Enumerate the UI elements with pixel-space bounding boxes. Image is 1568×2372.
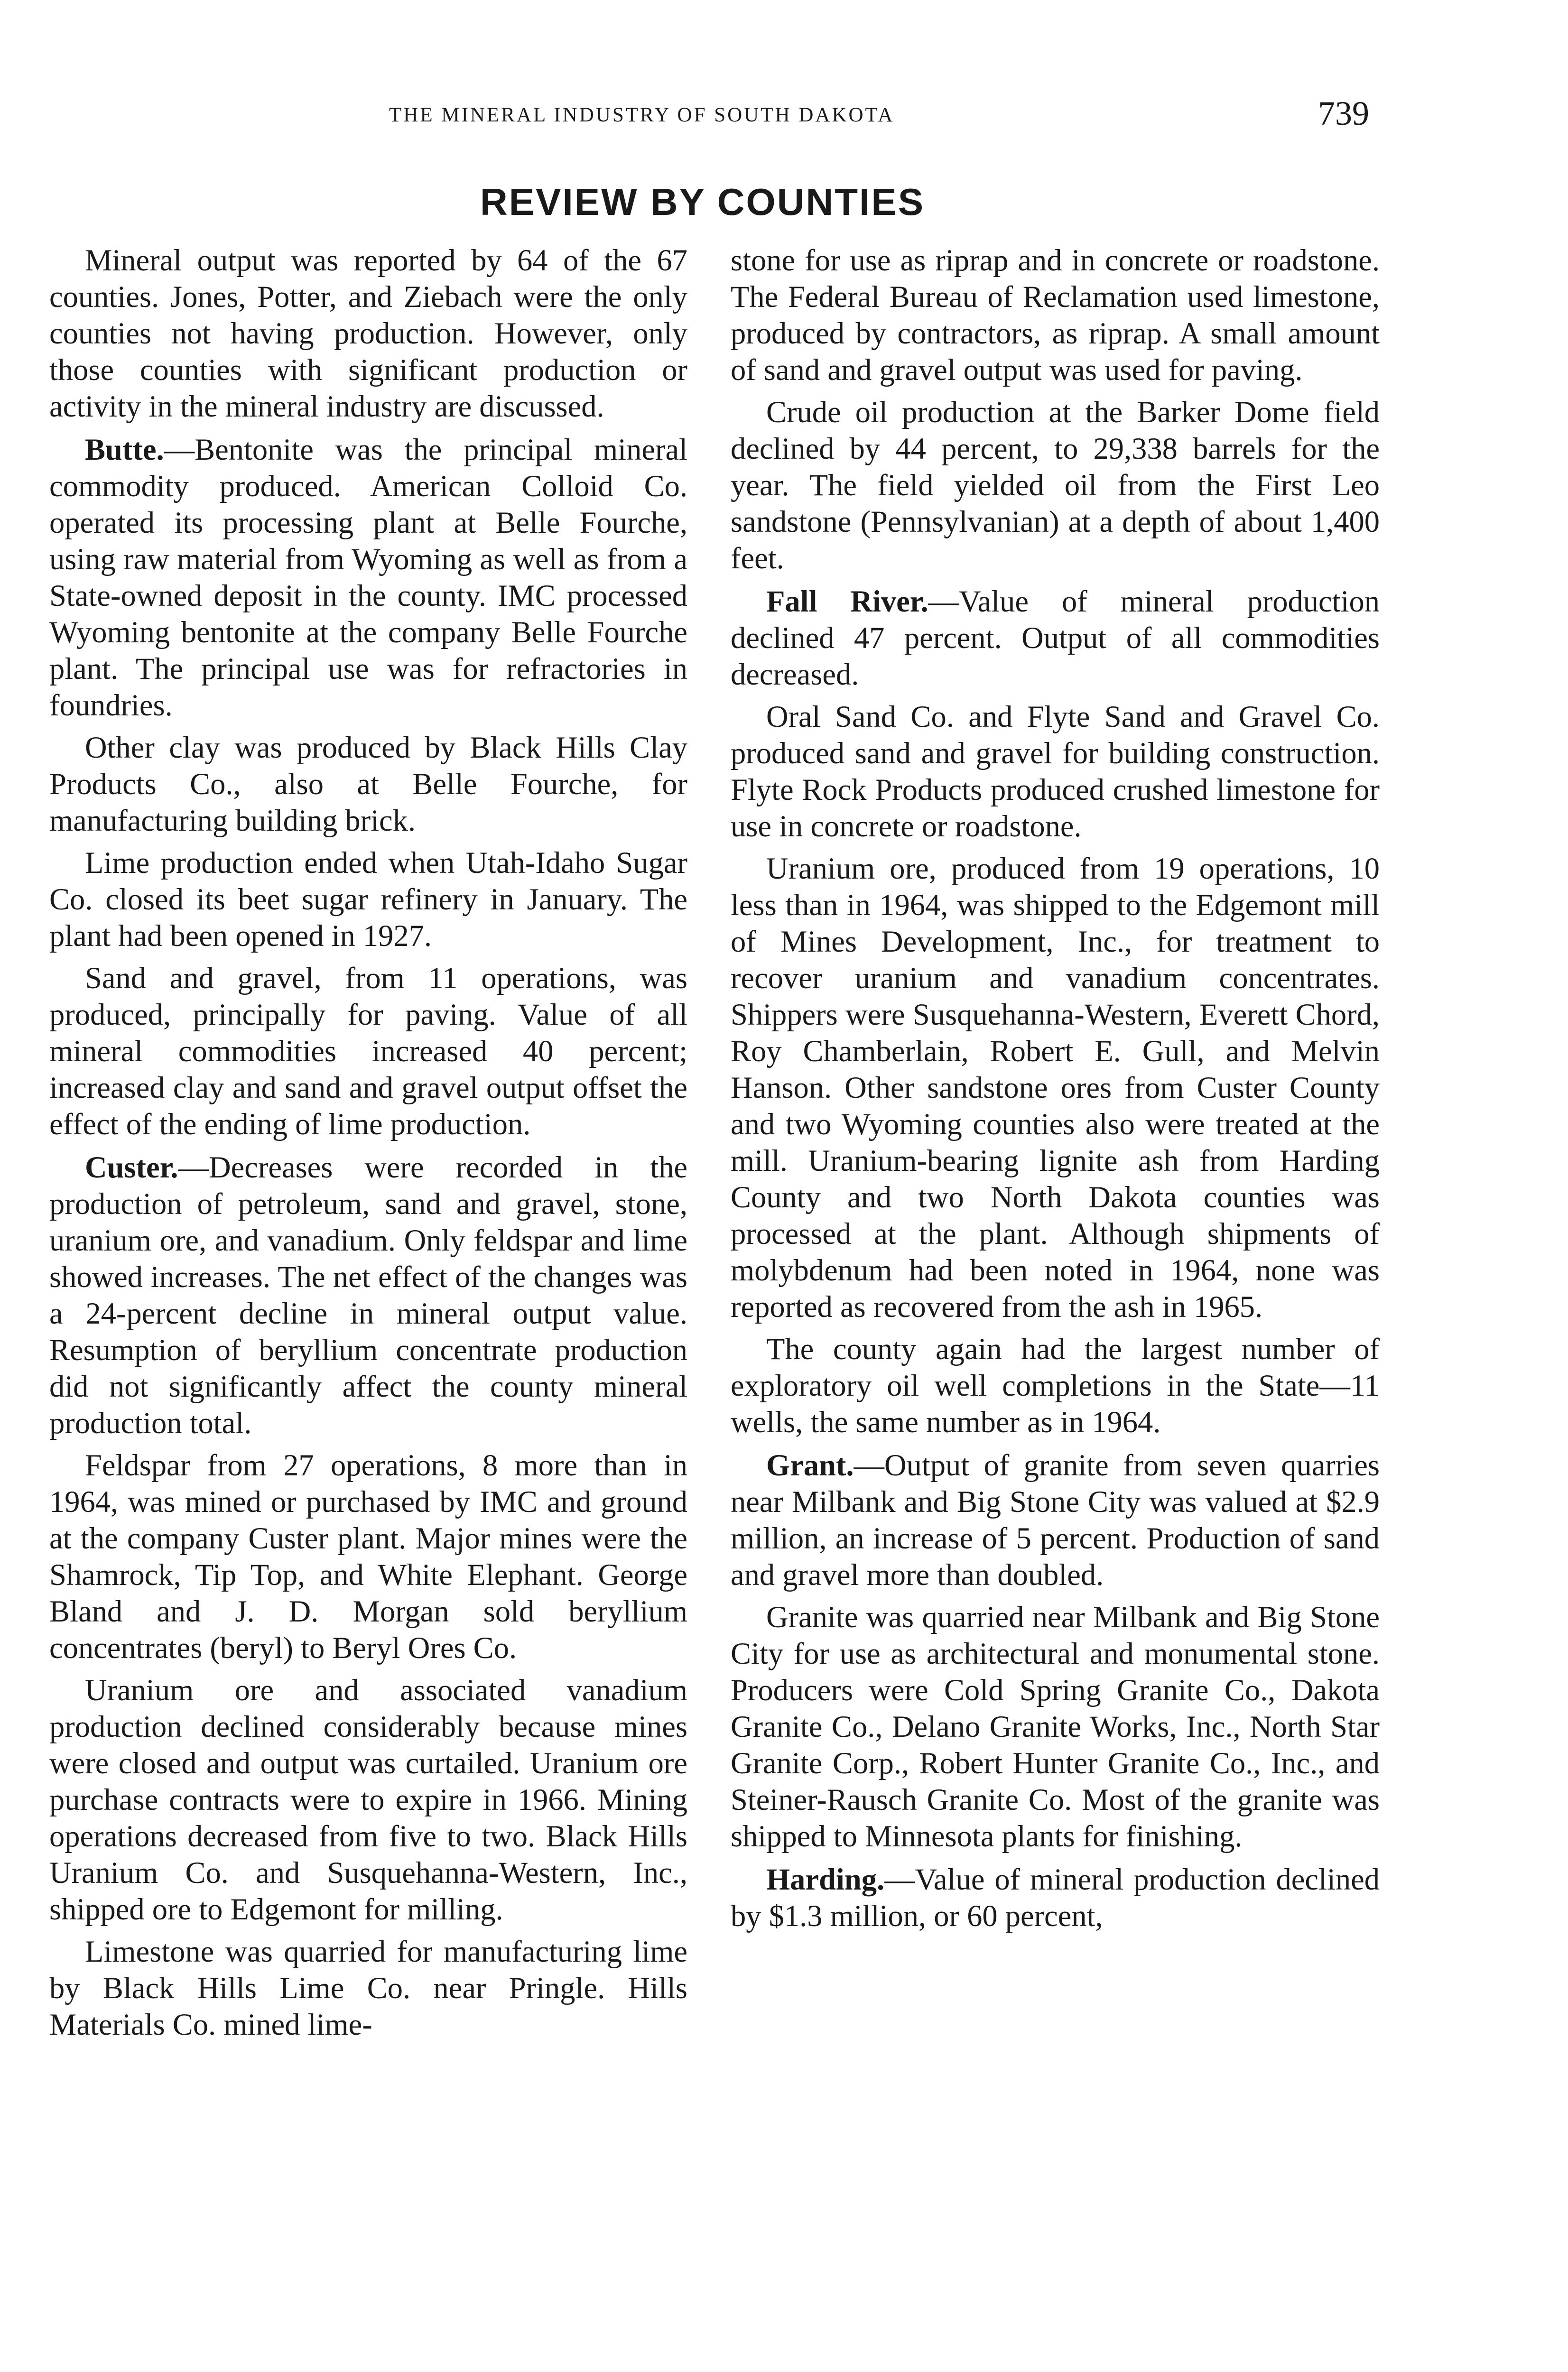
county-heading-butte: Butte. [85, 433, 164, 466]
custer-limestone-continued: stone for use as riprap and in concrete or roadstone. The Federal Bureau of Reclamation used limestone, produced by contractors, as riprap. A small amount of sand and gravel output was used for paving. [731, 243, 1380, 387]
butte-sand-gravel-paragraph: Sand and gravel, from 11 operations, was produced, principally for paving. Value of all mineral commodities increased 40 percent; increased clay and sand and gravel output offset the effect of the ending of lime production. [49, 961, 687, 1141]
butte-paragraph [49, 431, 687, 723]
section-title: REVIEW BY COUNTIES [480, 181, 925, 223]
grant-granite-paragraph: Granite was quarried near Milbank and Big Stone City for use as architectural and monumental stone. Producers were Cold Spring Granite Co., Dakota Granite Co., Delano Granite Works, Inc., North Star Granite Corp., Robert Hunter Granite Co., Inc., and Steiner-Rausch Granite Co. Most of the granite was shipped to Minnesota plants for finishing. [731, 1600, 1380, 1853]
grant-text: —Output of granite from seven quarries near Milbank and Big Stone City was valued at $2.9 million, an increase of 5 percent. Production of sand and gravel more than doubled. [731, 1448, 1380, 1592]
fall-river-uranium-paragraph: Uranium ore, produced from 19 operations, 10 less than in 1964, was shipped to the Edgemont mill of Mines Development, Inc., for treatment to recover uranium and vanadium concentrates. Shippers were Susquehanna-Western, Everett Chord, Roy Chamberlain, Robert E. Gull, and Melvin Hanson. Other sandstone ores from Custer County and two Wyoming counties also were treated at the mill. Uranium-bearing lignite ash from Harding County and two North Dakota counties was processed at the plant. Although shipments of molybdenum had been noted in 1964, none was reported as recovered from the ash in 1965. [731, 852, 1380, 1324]
custer-limestone-paragraph: Limestone was quarried for manufacturing lime by Black Hills Lime Co. near Pringle. Hills Materials Co. mined lime- [49, 1935, 687, 2041]
grant-paragraph [731, 1447, 1380, 1593]
county-heading-grant: Grant. [766, 1448, 854, 1482]
running-head: THE MINERAL INDUSTRY OF SOUTH DAKOTA [389, 104, 895, 126]
page-number: 739 [1318, 94, 1369, 132]
left-column [49, 242, 687, 2048]
intro-paragraph: Mineral output was reported by 64 of the 67 counties. Jones, Potter, and Ziebach were the only counties not having production. However, only those counties with significant production or activity in the mineral industry are discussed. [49, 243, 687, 423]
county-heading-custer: Custer. [85, 1150, 178, 1184]
harding-text: —Value of mineral production declined by $1.3 million, or 60 percent, [731, 1862, 1380, 1933]
harding-paragraph [731, 1861, 1380, 1934]
right-column [731, 242, 1380, 1940]
custer-oil-paragraph: Crude oil production at the Barker Dome field declined by 44 percent, to 29,338 barrels for the year. The field yielded oil from the First Leo sandstone (Pennsylvanian) at a depth of about 1,400 feet. [731, 395, 1380, 575]
custer-paragraph [49, 1149, 687, 1441]
fall-river-text: —Value of mineral production declined 47 percent. Output of all commodities decreased. [731, 584, 1380, 691]
butte-clay-paragraph: Other clay was produced by Black Hills Clay Products Co., also at Belle Fourche, for manufacturing building brick. [49, 731, 687, 837]
county-heading-fall-river: Fall River. [766, 584, 928, 618]
butte-lime-paragraph: Lime production ended when Utah-Idaho Sugar Co. closed its beet sugar refinery in January. The plant had been opened in 1927. [49, 846, 687, 953]
fall-river-sand-gravel-paragraph: Oral Sand Co. and Flyte Sand and Gravel Co. produced sand and gravel for building construction. Flyte Rock Products produced crushed limestone for use in concrete or roadstone. [731, 700, 1380, 843]
custer-feldspar-paragraph: Feldspar from 27 operations, 8 more than in 1964, was mined or purchased by IMC and ground at the company Custer plant. Major mines were the Shamrock, Tip Top, and White Elephant. George Bland and J. D. Morgan sold beryllium concentrates (beryl) to Beryl Ores Co. [49, 1448, 687, 1665]
butte-text: —Bentonite was the principal mineral commodity produced. American Colloid Co. operated its processing plant at Belle Fourche, using raw material from Wyoming as well as from a State-owned deposit in the county. IMC processed Wyoming bentonite at the company Belle Fourche plant. The principal use was for refractories in foundries. [49, 433, 687, 722]
fall-river-paragraph [731, 583, 1380, 693]
fall-river-oil-wells-paragraph: The county again had the largest number of exploratory oil well completions in the State—11 wells, the same number as in 1964. [731, 1332, 1380, 1439]
custer-uranium-paragraph: Uranium ore and associated vanadium production declined considerably because mines were closed and output was curtailed. Uranium ore purchase contracts were to expire in 1966. Mining operations decreased from five to two. Black Hills Uranium Co. and Susquehanna-Western, Inc., shipped ore to Edgemont for milling. [49, 1673, 687, 1926]
county-heading-harding: Harding. [766, 1862, 885, 1896]
custer-text: —Decreases were recorded in the production of petroleum, sand and gravel, stone, uranium ore, and vanadium. Only feldspar and lime showed increases. The net effect of the changes was a 24-percent decline in mineral output value. Resumption of beryllium concentrate production did not significantly affect the county mineral production total. [49, 1150, 687, 1440]
